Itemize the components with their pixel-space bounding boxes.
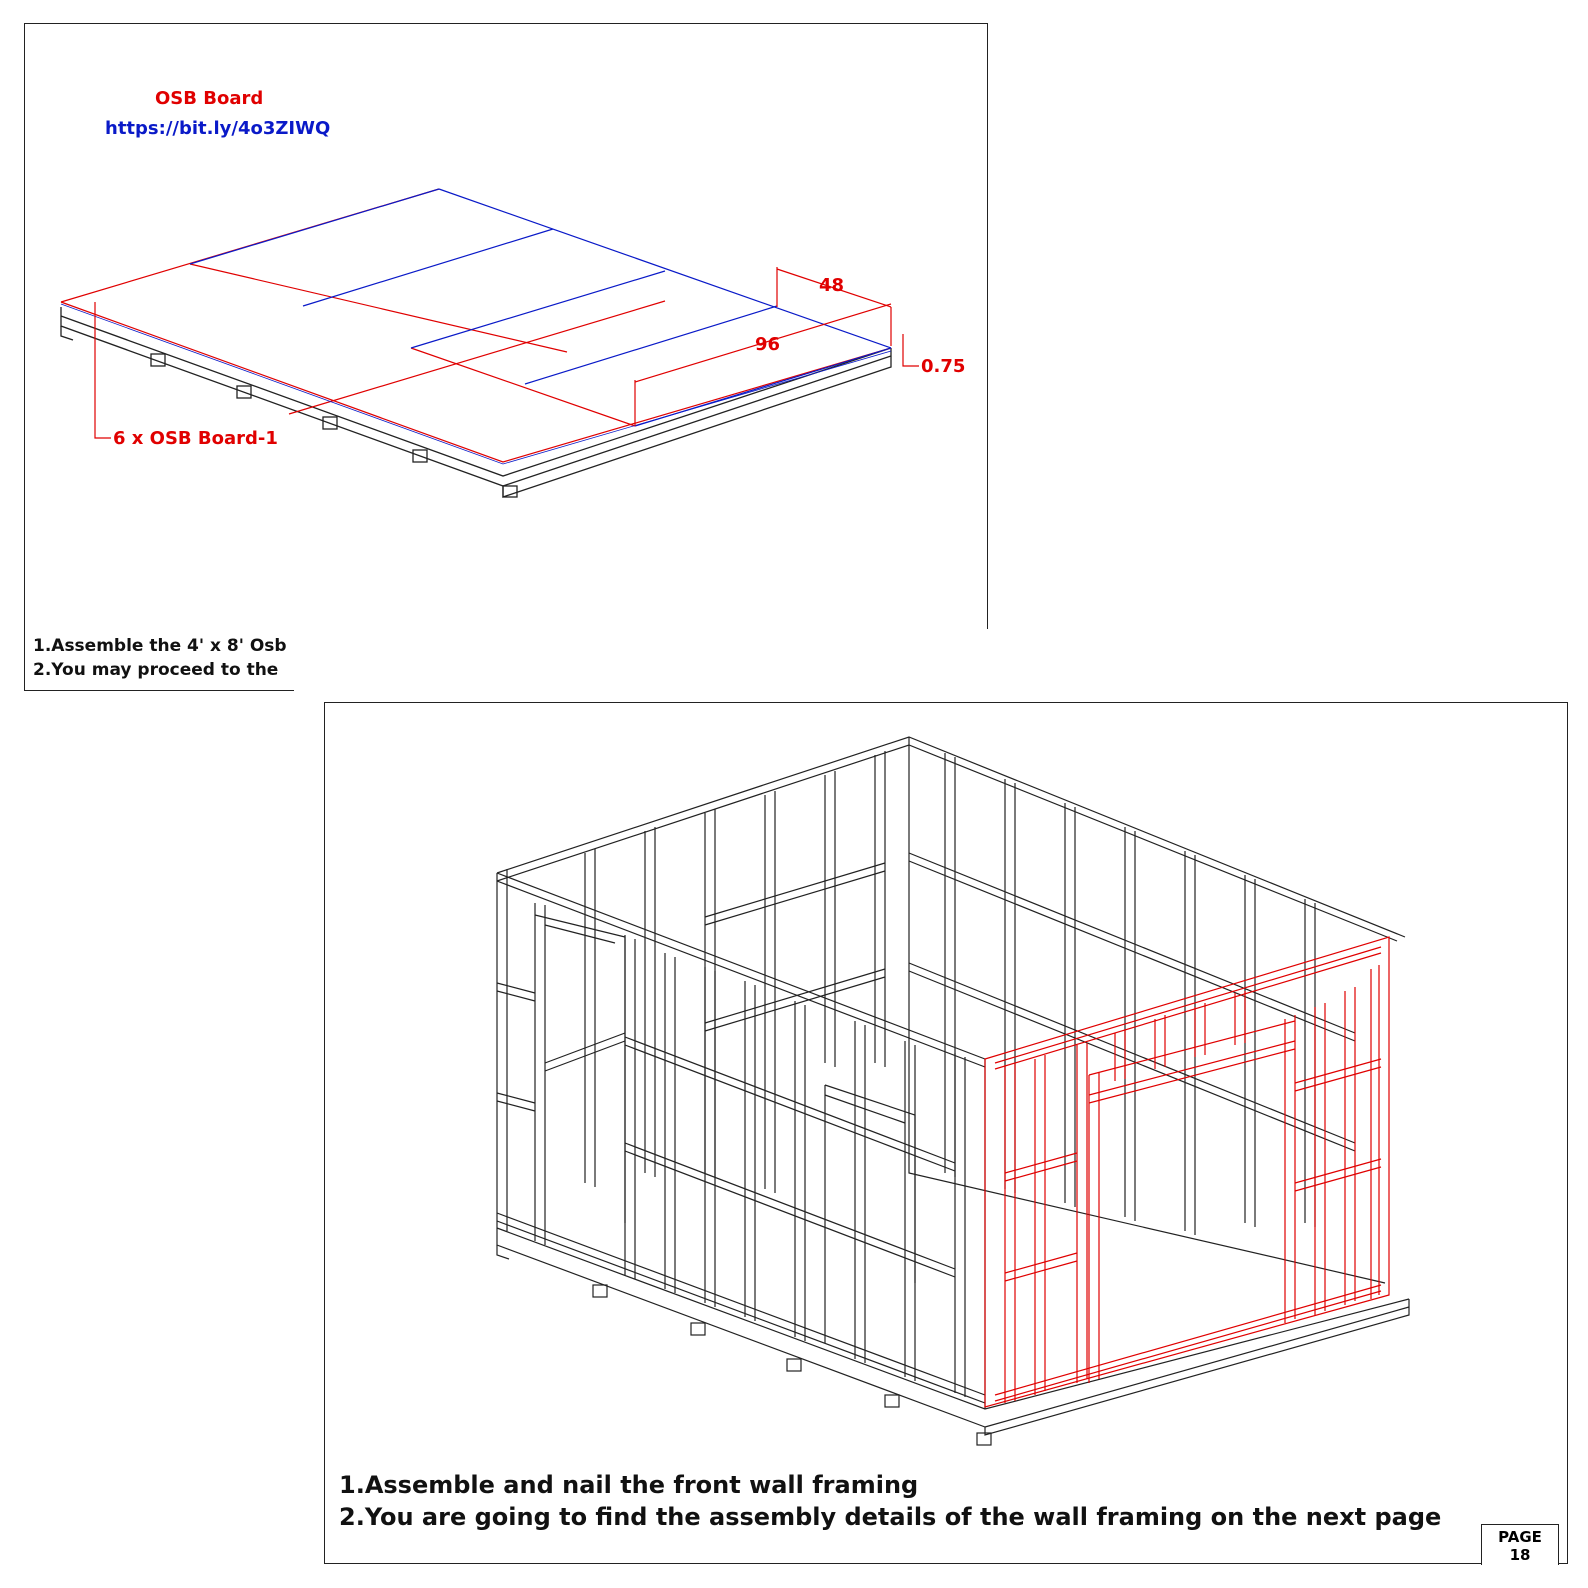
dimension-lines (95, 267, 919, 438)
dim-thickness-label: 0.75 (921, 356, 966, 377)
dim-width-label: 48 (819, 275, 845, 296)
osb-note-2: 2.You may proceed to the (33, 660, 279, 680)
osb-floor-panel (24, 23, 988, 629)
page-number: 18 (1509, 1545, 1531, 1564)
front-wall-framing[interactable] (985, 937, 1389, 1407)
framing-note-2: 2.You are going to find the assembly details of the wall framing on the next page (339, 1503, 1442, 1531)
osb-floor-drawing (25, 24, 989, 630)
osb-sheets (61, 189, 891, 464)
page-label: PAGE (1498, 1527, 1542, 1546)
framing-black (497, 737, 1409, 1445)
framing-note-1: 1.Assemble and nail the front wall framing (339, 1471, 919, 1499)
osb-note-1: 1.Assemble the 4' x 8' Osb (33, 636, 287, 656)
osb-link[interactable]: https://bit.ly/4o3ZIWQ (105, 118, 331, 139)
osb-notes-box (24, 629, 294, 691)
dim-length-label: 96 (755, 334, 781, 355)
page-number-box (1481, 1524, 1559, 1565)
wall-framing-panel (324, 702, 1568, 1564)
osb-title: OSB Board (155, 88, 264, 109)
wall-framing-drawing (325, 703, 1569, 1565)
osb-callout-label: 6 x OSB Board-1 (113, 428, 278, 449)
